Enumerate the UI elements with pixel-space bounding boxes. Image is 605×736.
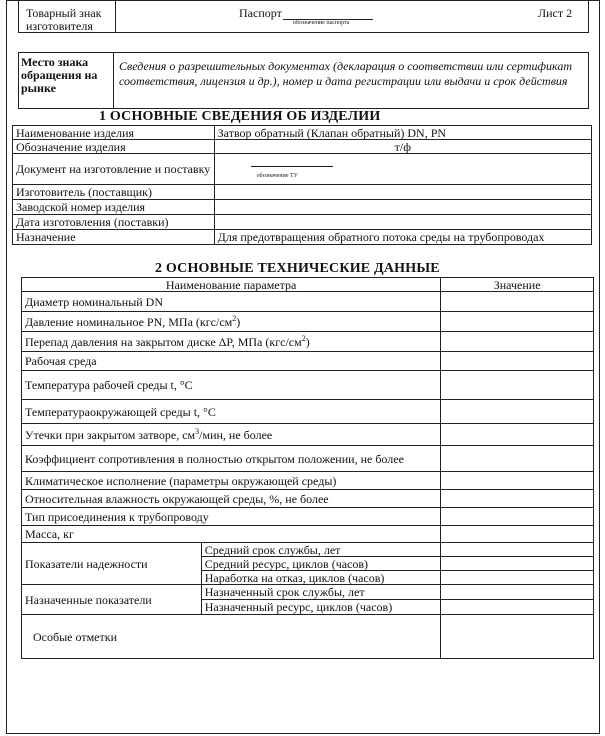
table-row <box>22 472 594 490</box>
table-row <box>13 230 592 245</box>
param-name: Температура рабочей среды t, °C <box>22 371 441 400</box>
param-name: Коэффициент сопротивления в полностью открытом положении, не более <box>22 446 441 472</box>
param-value <box>441 585 594 600</box>
table-row <box>22 312 594 332</box>
passport-label: Паспорт <box>239 6 282 20</box>
market-text: Сведения о разрешительных документах (декларация о соответствии или сертификат соответствия, лицензия и др.), номер и дата регистрации или выдачи и срок действия <box>119 59 572 88</box>
reliability-label: Показатели надежности <box>22 543 202 585</box>
passport-page <box>6 0 600 734</box>
row-value <box>214 185 591 200</box>
market-divider <box>113 52 114 109</box>
param-value <box>441 557 594 571</box>
reliability-item: Средний срок службы, лет <box>201 543 441 557</box>
col-header-value: Значение <box>441 278 594 292</box>
row-value: Затвор обратный (Клапан обратный) DN, PN <box>214 126 591 140</box>
param-value <box>441 543 594 557</box>
param-value <box>441 571 594 585</box>
row-value: т/ф <box>214 140 591 154</box>
section1-title: 1 ОСНОВНЫЕ СВЕДЕНИЯ ОБ ИЗДЕЛИИ <box>99 109 381 124</box>
param-name: Температураокружающей среды t, °C <box>22 400 441 424</box>
market-label: Место знака обращения на рынке <box>21 55 98 95</box>
row-value: Для предотвращения обратного потока среды на трубопроводах <box>214 230 591 245</box>
row-label: Изготовитель (поставщик) <box>13 185 215 200</box>
param-value <box>441 371 594 400</box>
row-label: Обозначение изделия <box>13 140 215 154</box>
param-name: Масса, кг <box>22 526 441 543</box>
assigned-item: Назначенный срок службы, лет <box>201 585 441 600</box>
table-row <box>22 371 594 400</box>
table-row <box>22 585 594 600</box>
trademark-label: Товарный знак изготовителя <box>26 6 102 33</box>
param-value <box>441 490 594 508</box>
param-name: Рабочая среда <box>22 352 441 371</box>
row-label: Наименование изделия <box>13 126 215 140</box>
param-value <box>441 526 594 543</box>
table-row <box>22 543 594 557</box>
table-row <box>22 332 594 352</box>
param-name: Климатическое исполнение (параметры окружающей среды) <box>22 472 441 490</box>
row-value <box>214 215 591 230</box>
row-value <box>214 200 591 215</box>
table-row <box>22 292 594 312</box>
param-value <box>441 446 594 472</box>
row-label: Заводской номер изделия <box>13 200 215 215</box>
technical-data-table <box>21 277 594 659</box>
table-row <box>22 526 594 543</box>
table-header-row <box>22 278 594 292</box>
row-value-tu <box>214 154 591 185</box>
table-row <box>13 154 592 185</box>
table-row <box>13 200 592 215</box>
sheet-number: Лист 2 <box>538 6 573 20</box>
section2-title: 2 ОСНОВНЫЕ ТЕХНИЧЕСКИЕ ДАННЫЕ <box>155 261 440 276</box>
assigned-label: Назначенные показатели <box>22 585 202 615</box>
table-row <box>22 508 594 526</box>
param-value <box>441 292 594 312</box>
row-label: Назначение <box>13 230 215 245</box>
tu-sublabel: обозначение ТУ <box>256 173 298 179</box>
assigned-item: Назначенный ресурс, циклов (часов) <box>201 600 441 615</box>
table-row <box>22 400 594 424</box>
reliability-item: Наработка на отказ, циклов (часов) <box>201 571 441 585</box>
param-name: Диаметр номинальный DN <box>22 292 441 312</box>
table-row <box>13 140 592 154</box>
param-value <box>441 600 594 615</box>
table-row <box>13 185 592 200</box>
param-value <box>441 424 594 446</box>
product-info-table <box>12 125 592 245</box>
param-name: Перепад давления на закрытом диске ΔP, МПа $(кгс/см^2)$ <box>22 332 441 352</box>
table-row <box>22 615 594 659</box>
table-row <box>22 352 594 371</box>
passport-sublabel: обозначение паспорта <box>293 20 350 26</box>
row-label: Документ на изготовление и поставку <box>13 154 215 185</box>
row-label: Дата изготовления (поставки) <box>13 215 215 230</box>
header-divider <box>115 0 116 33</box>
tu-underline <box>251 166 333 167</box>
special-notes-label: Особые отметки <box>22 615 441 659</box>
table-row <box>22 446 594 472</box>
param-name: Тип присоединения к трубопроводу <box>22 508 441 526</box>
table-row <box>22 424 594 446</box>
param-value <box>441 332 594 352</box>
param-value <box>441 472 594 490</box>
param-name: Давление номинальное PN, МПа $(кгс/см^2)$ <box>22 312 441 332</box>
param-value <box>441 312 594 332</box>
param-value <box>441 400 594 424</box>
reliability-item: Средний ресурс, циклов (часов) <box>201 557 441 571</box>
param-value <box>441 352 594 371</box>
param-value <box>441 615 594 659</box>
table-row <box>22 490 594 508</box>
table-row <box>13 215 592 230</box>
table-row <box>13 126 592 140</box>
param-value <box>441 508 594 526</box>
param-name: Утечки при закрытом затворе, $см^3$/мин, не более <box>22 424 441 446</box>
param-name: Относительная влажность окружающей среды, %, не более <box>22 490 441 508</box>
col-header-param: Наименование параметра <box>22 278 441 292</box>
